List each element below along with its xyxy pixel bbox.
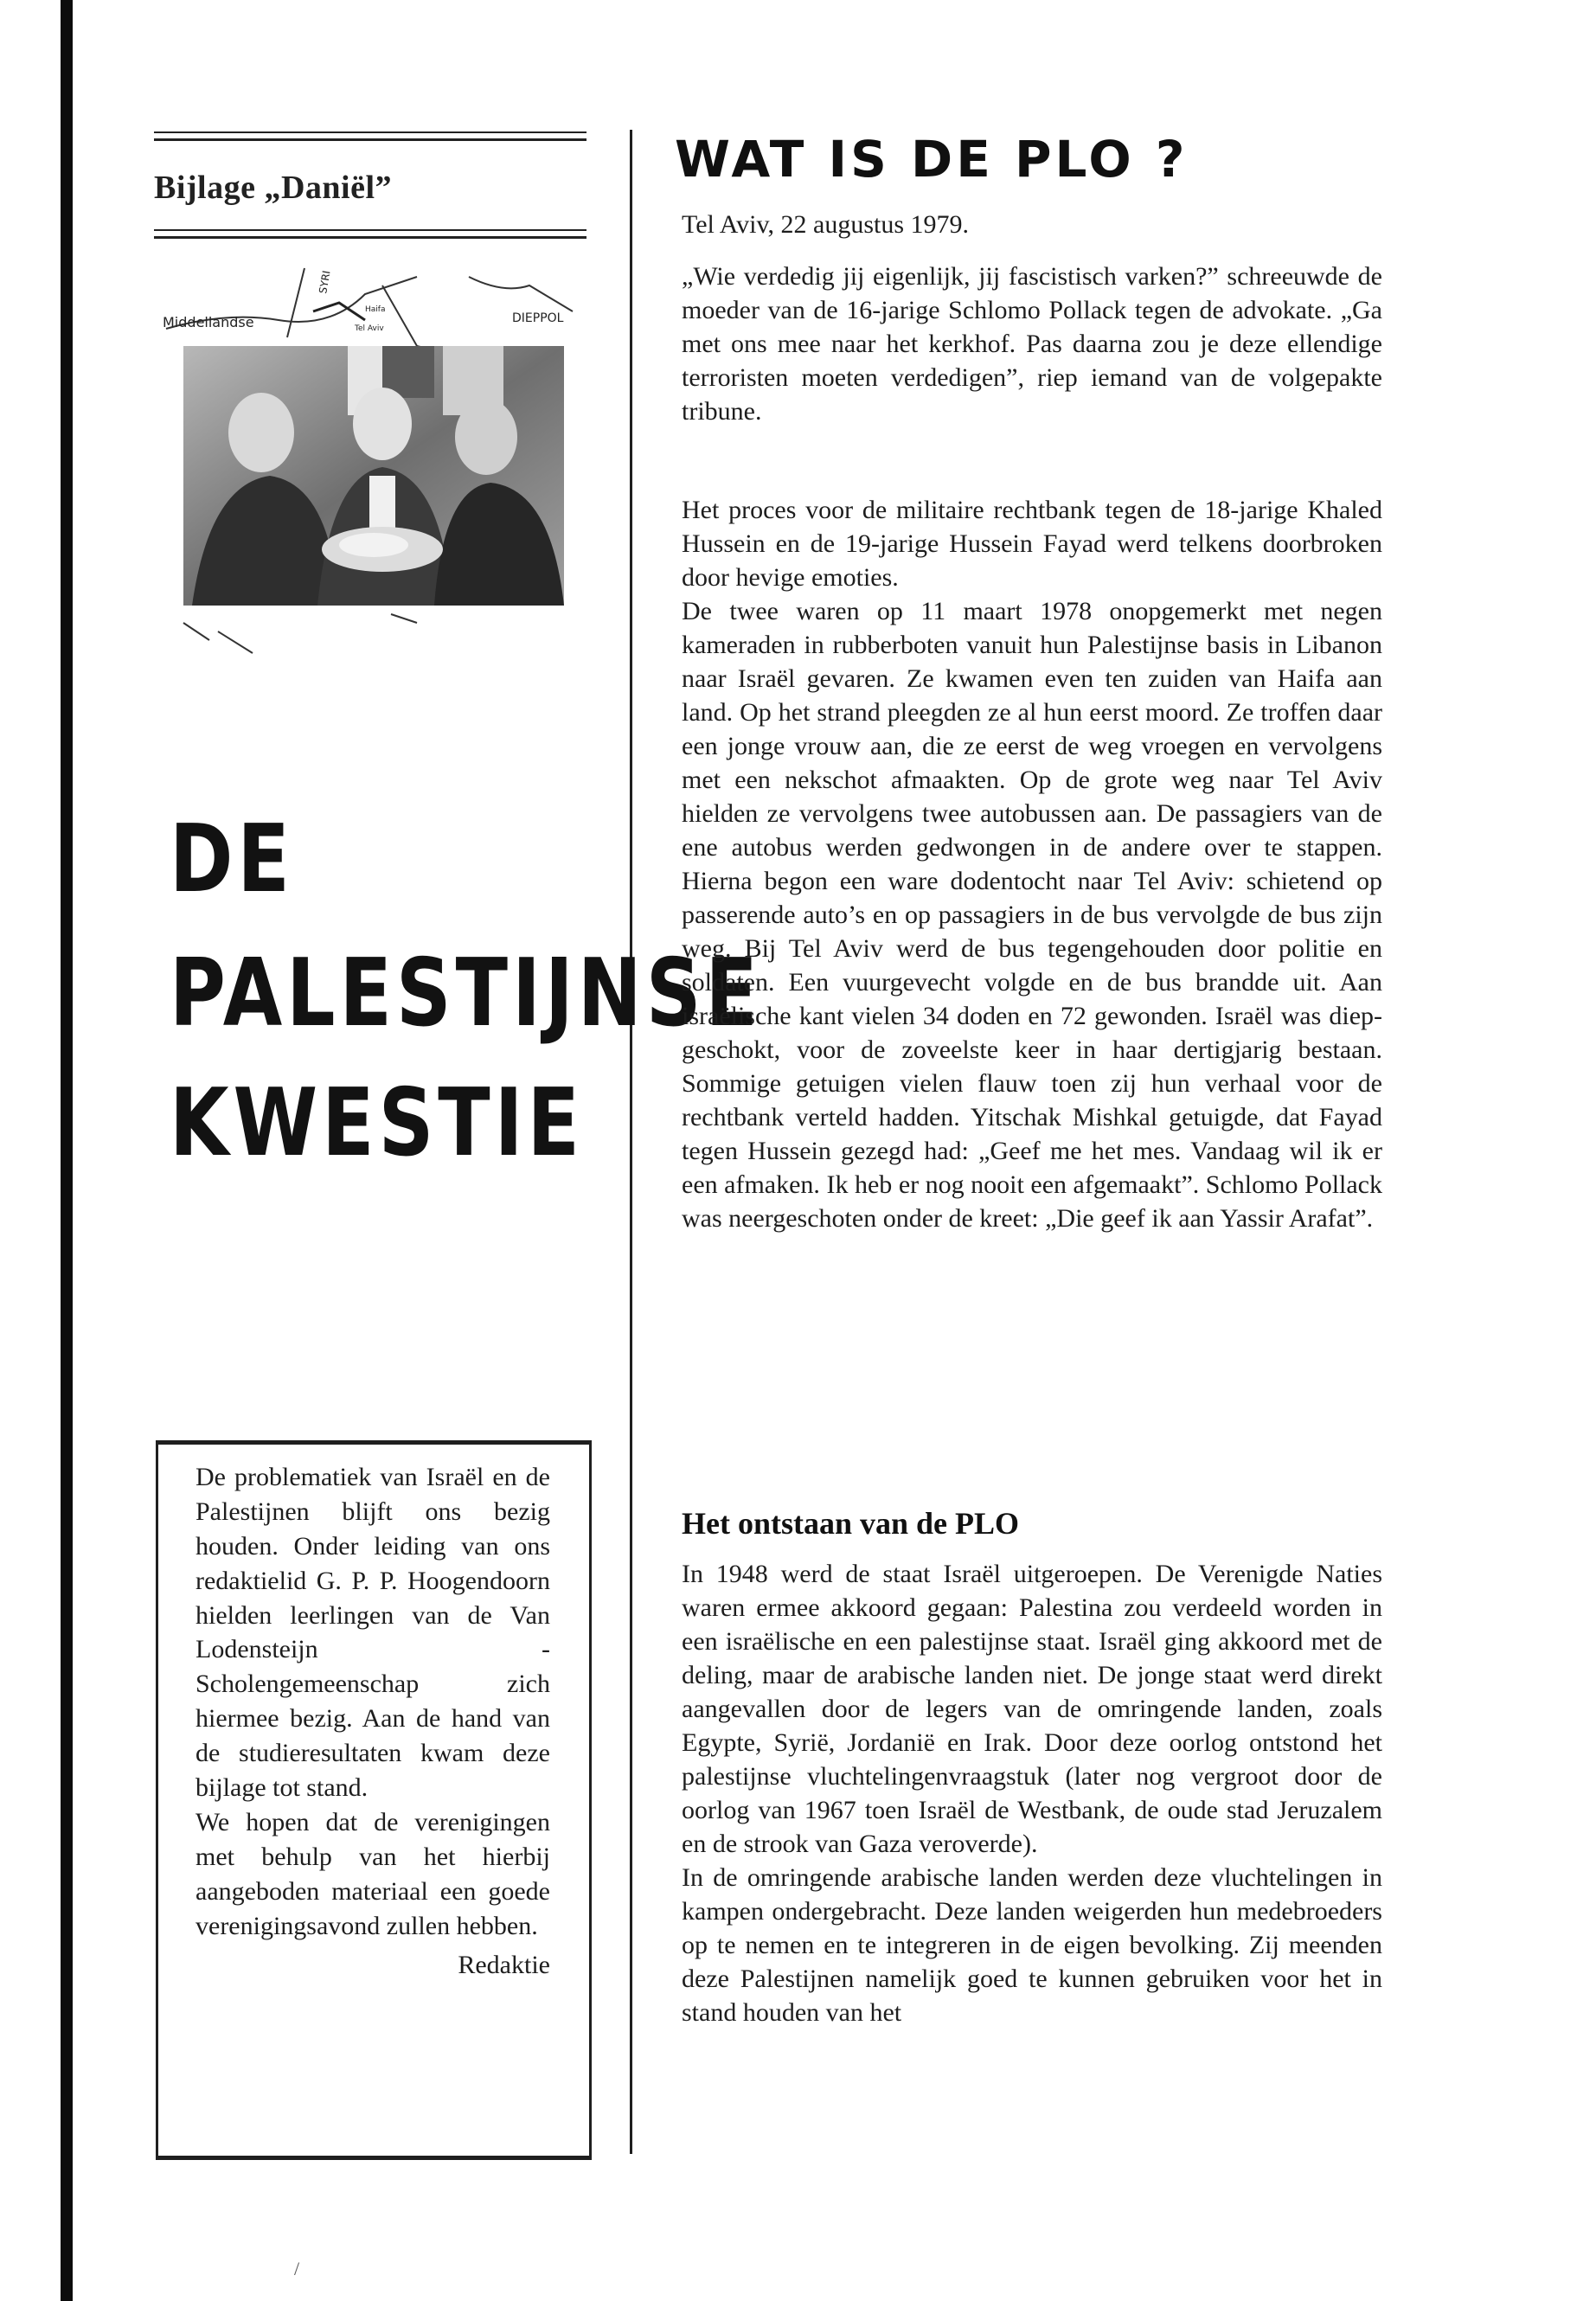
article-paragraph-2: De twee waren op 11 maart 1978 onopgemerkt met negen kameraden in rubberboten vanuit hun Palestijnse basis in Libanon naar Israël gevaren. Ze kwamen even ten zuiden van Haifa aan land. Op het strand pleegden ze al hun eerst moord. Ze troffen daar een jonge vrouw aan, die ze eerst de weg vroegen en vervolgens met een nekschot afmaakten. Op de grote weg naar Tel Aviv hielden ze vervolgens twee autobussen aan. De passagiers van de ene autobus werden gedwongen in de andere over te stappen. Hierna begon een ware dodentocht naar Tel Aviv: schietend op passerende auto’s en op passagiers in de bus vervolgde de bus zijn weg. Bij Tel Aviv werd de bus tegengehouden door politie en soldaten. Een vuurgevecht volgde en de bus brandde uit. Aan israëlische kant vielen 34 doden en 72 gewonden. Israël was diep-geschokt, voor de zoveelste keer in haar dertigjarig bestaan. Sommige getuigen vielen flauw toen zij hun verhaal voor de rechtbank verteld hadden. Yitschak Mishkal getuigde, dat Fayad tegen Hussein gezegd had: „Geef me het mes. Vandaag wil ik er een afmaken. Ik heb er nog nooit een afgemaakt”. Schlomo Pollack was neergeschoten onder de kreet: „Die geef ik aan Yassir Arafat”. [682, 597, 1382, 1233]
scan-edge [61, 0, 73, 2301]
title-line-kwestie: KWESTIE [170, 1069, 584, 1177]
photo-illustration [157, 260, 599, 657]
article-dateline: Tel Aviv, 22 augustus 1979. [682, 210, 970, 239]
article-quote [682, 260, 1382, 428]
label-rule-1 [154, 229, 586, 231]
map-label-telaviv: Tel Aviv [355, 324, 384, 333]
title-line-de: DE [170, 805, 294, 913]
article-paragraph-4: In de omringende arabische landen werden deze vluchtelingen in kampen ondergebracht. Deze landen weigerden hun medebroeders op te nemen en te integreren in de eigen bevolking. Zij meenden deze Palestijnen namelijk goed te kunnen gebruiken voor het in stand houden van het [682, 1863, 1382, 2027]
article-body-2 [682, 1557, 1382, 2029]
column-divider [630, 130, 632, 2154]
map-label-diep: DIEPPOL [512, 311, 564, 325]
intro-text [195, 1460, 550, 1983]
intro-paragraph-2: We hopen dat de verenigingen met behulp van het hierbij aangeboden materiaal een goede verenigingsavond zullen hebben. [195, 1807, 550, 1940]
label-rule-2 [154, 236, 586, 239]
article-paragraph-3: In 1948 werd de staat Israël uitgeroepen. De Verenigde Naties waren ermee akkoord gegaan: Palestina zou verdeeld worden in een israëlische en een palestijnse staat. Israël ging akkoord met de deling, maar de arabische landen niet. De jonge staat werd direkt aangevallen door de legers van de omringende landen, zoals Egypte, Syrië, Jordanië en Irak. Door deze oorlog ontstond het palestijnse vluchtelingenvraagstuk (later nog vergroot door de oorlog van 1967 toen Israël de Westbank, de oude stad Jeruzalem en de strook van Gaza veroverde). [682, 1560, 1382, 1858]
title-line-palestijnse: PALESTIJNSE [170, 939, 762, 1048]
map-label-sea: Middellandse [163, 314, 254, 330]
stray-mark: / [294, 2258, 300, 2279]
intro-paragraph-1: De problematiek van Israël en de Palestijnen blijft ons bezig houden. Onder leiding van ons redaktielid G. P. P. Hoogendoorn hielden leerlingen van de Van Lodensteijn - Scholengemeenschap zich hiermee bezig. Aan de hand van de studieresultaten kwam deze bijlage tot stand. [195, 1463, 550, 1803]
supplement-label: Bijlage „Daniël” [154, 170, 393, 206]
article-body-1 [682, 493, 1382, 1235]
intro-signature: Redaktie [458, 1951, 550, 1980]
map-label-syria: SYRI [317, 269, 333, 295]
quote-text: „Wie verdedig jij eigenlijk, jij fascistisch varken?” schreeuwde de moeder van de 16-jarige Schlomo Pollack tegen de advokate. „Ga met ons mee naar het kerkhof. Pas daarna zou je deze ellendige terroristen moeten verdedigen”, riep iemand van de volgepakte tribune. [682, 262, 1382, 426]
article-paragraph-1: Het proces voor de militaire rechtbank tegen de 18-jarige Khaled Hussein en de 19-jarige Hussein Fayad werd telkens doorbroken door hevige emoties. [682, 496, 1382, 592]
article-headline: WAT IS DE PLO ? [675, 130, 1189, 189]
news-photo [157, 260, 599, 657]
article-subheading: Het ontstaan van de PLO [682, 1506, 1020, 1541]
top-rule-1 [154, 131, 586, 133]
top-rule-2 [154, 138, 586, 141]
map-label-haifa: Haifa [365, 305, 386, 314]
